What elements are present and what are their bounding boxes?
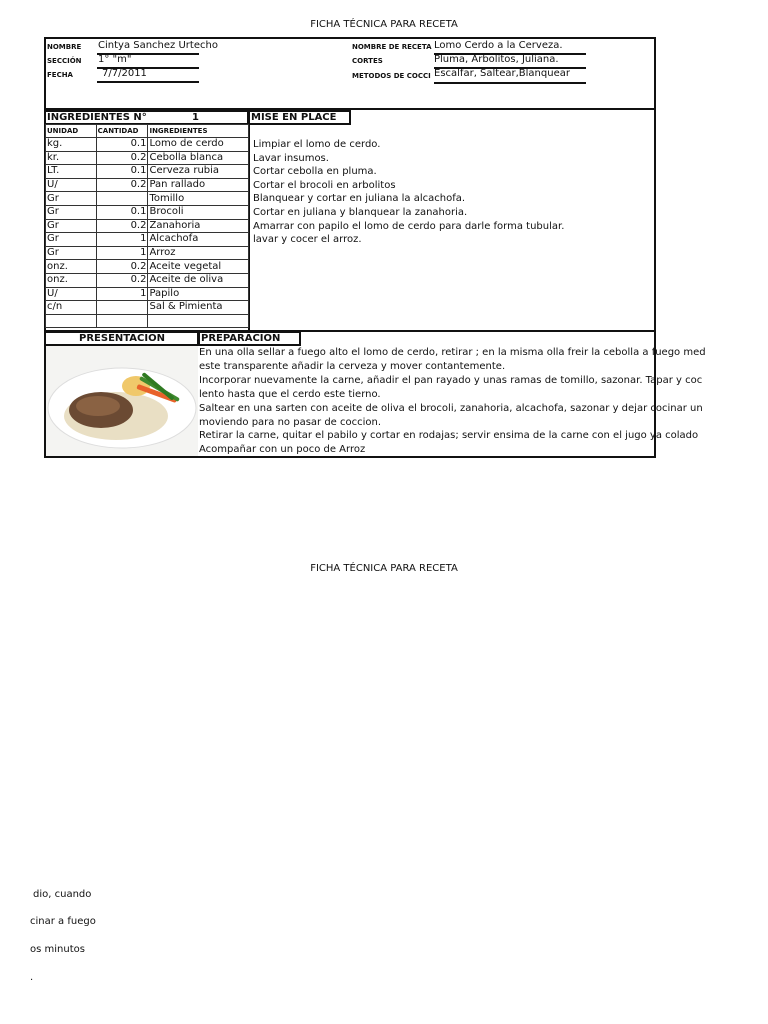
ingredient-name: Sal & Pimienta — [148, 301, 249, 315]
ingredient-quantity — [96, 192, 148, 206]
ingredient-row — [46, 260, 249, 274]
preparacion-steps — [199, 346, 708, 457]
cortes-value: Pluma, Arbolitos, Juliana. — [434, 54, 559, 65]
ingredients-number: 1 — [192, 112, 199, 123]
ingredient-unit: U/ — [46, 287, 97, 301]
ingredient-row — [46, 233, 249, 247]
preparacion-line: este transparente añadir la cerveza y mover contantemente. — [199, 360, 506, 372]
ingredient-name: Cebolla blanca — [148, 151, 249, 165]
col-cantidad: CANTIDAD — [96, 125, 148, 138]
col-ingredientes: INGREDIENTES — [148, 125, 249, 138]
ingredient-name: Cerveza rubia — [148, 165, 249, 179]
ingredient-quantity: 0.2 — [96, 178, 148, 192]
ingredient-unit: Gr — [46, 205, 97, 219]
fecha-label: FECHA — [47, 71, 73, 79]
ingredient-unit — [46, 314, 97, 328]
ingredient-name: Brocoli — [148, 205, 249, 219]
ingredient-row — [46, 192, 249, 206]
ingredient-unit: Gr — [46, 219, 97, 233]
ingredient-row — [46, 246, 249, 260]
ingredient-name: Pan rallado — [148, 178, 249, 192]
ingredients-table — [45, 124, 249, 328]
ingredient-quantity: 1 — [96, 233, 148, 247]
ingredient-row — [46, 165, 249, 179]
fecha-value: 7/7/2011 — [102, 68, 147, 79]
nombre-label: NOMBRE — [47, 43, 82, 51]
seccion-label: SECCIÓN — [47, 57, 82, 65]
col-unidad: UNIDAD — [46, 125, 97, 138]
mise-step: Cortar en juliana y blanquear la zanahoria. — [253, 206, 468, 218]
mise-en-place-steps — [253, 138, 564, 247]
cortes-label: CORTES — [352, 57, 383, 65]
mise-step: Blanquear y cortar en juliana la alcachofa. — [253, 193, 466, 205]
presentacion-title: PRESENTACION — [44, 331, 199, 346]
ingredient-row — [46, 205, 249, 219]
ingredient-quantity: 0.1 — [96, 165, 148, 179]
ingredient-name — [148, 314, 249, 328]
ingredient-row — [46, 273, 249, 287]
ingredients-header — [44, 110, 249, 125]
preparacion-line: En una olla sellar a fuego alto el lomo de cerdo, retirar ; en la misma olla freir la cebolla a fuego med — [199, 347, 706, 358]
ingredient-row — [46, 287, 249, 301]
ingredient-unit: U/ — [46, 178, 97, 192]
metodos-label: METODOS DE COCCI — [352, 72, 431, 80]
ingredient-unit: LT. — [46, 165, 97, 179]
ingredient-unit: onz. — [46, 273, 97, 287]
overflow-snippet: dio, cuando — [33, 889, 92, 900]
ingredient-name: Papilo — [148, 287, 249, 301]
ingredient-row — [46, 314, 249, 328]
ingredient-row — [46, 178, 249, 192]
ingredient-unit: kr. — [46, 151, 97, 165]
preparacion-line: Retirar la carne, quitar el pabilo y cortar en rodajas; servir ensima de la carne con el jugo ya colado — [199, 430, 699, 442]
receta-label: NOMBRE DE RECETA — [352, 43, 432, 51]
seccion-value: 1° "m" — [98, 54, 132, 65]
mise-step: Cortar cebolla en pluma. — [253, 166, 377, 178]
ingredient-quantity: 1 — [96, 287, 148, 301]
ingredient-quantity — [96, 314, 148, 328]
receta-value: Lomo Cerdo a la Cerveza. — [434, 40, 563, 51]
ingredient-quantity: 0.2 — [96, 260, 148, 274]
ingredient-quantity: 0.1 — [96, 138, 148, 152]
mise-step: Limpiar el lomo de cerdo. — [253, 139, 381, 150]
page2-title: FICHA TÉCNICA PARA RECETA — [310, 563, 458, 574]
ingredient-quantity — [96, 301, 148, 315]
ingredient-name: Arroz — [148, 246, 249, 260]
ingredients-title: INGREDIENTES N° — [47, 112, 147, 123]
mise-step: Amarrar con papilo el lomo de cerdo para darle forma tubular. — [253, 220, 565, 232]
mise-step: Lavar insumos. — [253, 152, 329, 164]
ingredient-unit: c/n — [46, 301, 97, 315]
preparacion-line: lento hasta que el cerdo este tierno. — [199, 388, 381, 400]
ingredient-row — [46, 301, 249, 315]
ingredient-row — [46, 151, 249, 165]
ingredient-name: Alcachofa — [148, 233, 249, 247]
ingredient-unit: onz. — [46, 260, 97, 274]
page-title: FICHA TÉCNICA PARA RECETA — [310, 19, 458, 30]
preparacion-title: PREPARACION — [198, 331, 301, 346]
ingredient-name: Aceite vegetal — [148, 260, 249, 274]
ingredient-unit: Gr — [46, 233, 97, 247]
ingredient-row — [46, 219, 249, 233]
ingredient-quantity: 0.2 — [96, 219, 148, 233]
mise-step: lavar y cocer el arroz. — [253, 234, 362, 246]
ingredient-row — [46, 138, 249, 152]
metodos-value: Escalfar, Saltear,Blanquear — [434, 68, 570, 79]
overflow-snippet: . — [30, 972, 34, 983]
ingredient-quantity: 1 — [96, 246, 148, 260]
ingredient-quantity: 0.2 — [96, 151, 148, 165]
ingredient-name: Lomo de cerdo — [148, 138, 249, 152]
ingredient-quantity: 0.2 — [96, 273, 148, 287]
ingredient-unit: Gr — [46, 192, 97, 206]
ingredient-name: Tomillo — [148, 192, 249, 206]
preparacion-line: Saltear en una sarten con aceite de oliva el brocoli, zanahoria, alcachofa, sazonar y dejar cocinar un — [199, 402, 703, 414]
preparacion-line: Acompañar con un poco de Arroz — [199, 444, 366, 456]
overflow-snippet: os minutos — [30, 944, 85, 955]
ingredient-name: Zanahoria — [148, 219, 249, 233]
ingredient-name: Aceite de oliva — [148, 273, 249, 287]
preparacion-line: Incorporar nuevamente la carne, añadir el pan rayado y unas ramas de tomillo, sazonar. Tapar y coc — [199, 374, 703, 386]
nombre-value: Cintya Sanchez Urtecho — [98, 40, 218, 51]
mise-step: Cortar el brocoli en arbolitos — [253, 179, 396, 191]
ingredient-unit: Gr — [46, 246, 97, 260]
ingredient-unit: kg. — [46, 138, 97, 152]
mise-en-place-title: MISE EN PLACE — [248, 110, 351, 125]
ingredient-quantity: 0.1 — [96, 205, 148, 219]
preparacion-line: moviendo para no pasar de coccion. — [199, 416, 382, 428]
dish-photo — [46, 346, 198, 456]
overflow-snippet: cinar a fuego — [30, 916, 96, 927]
